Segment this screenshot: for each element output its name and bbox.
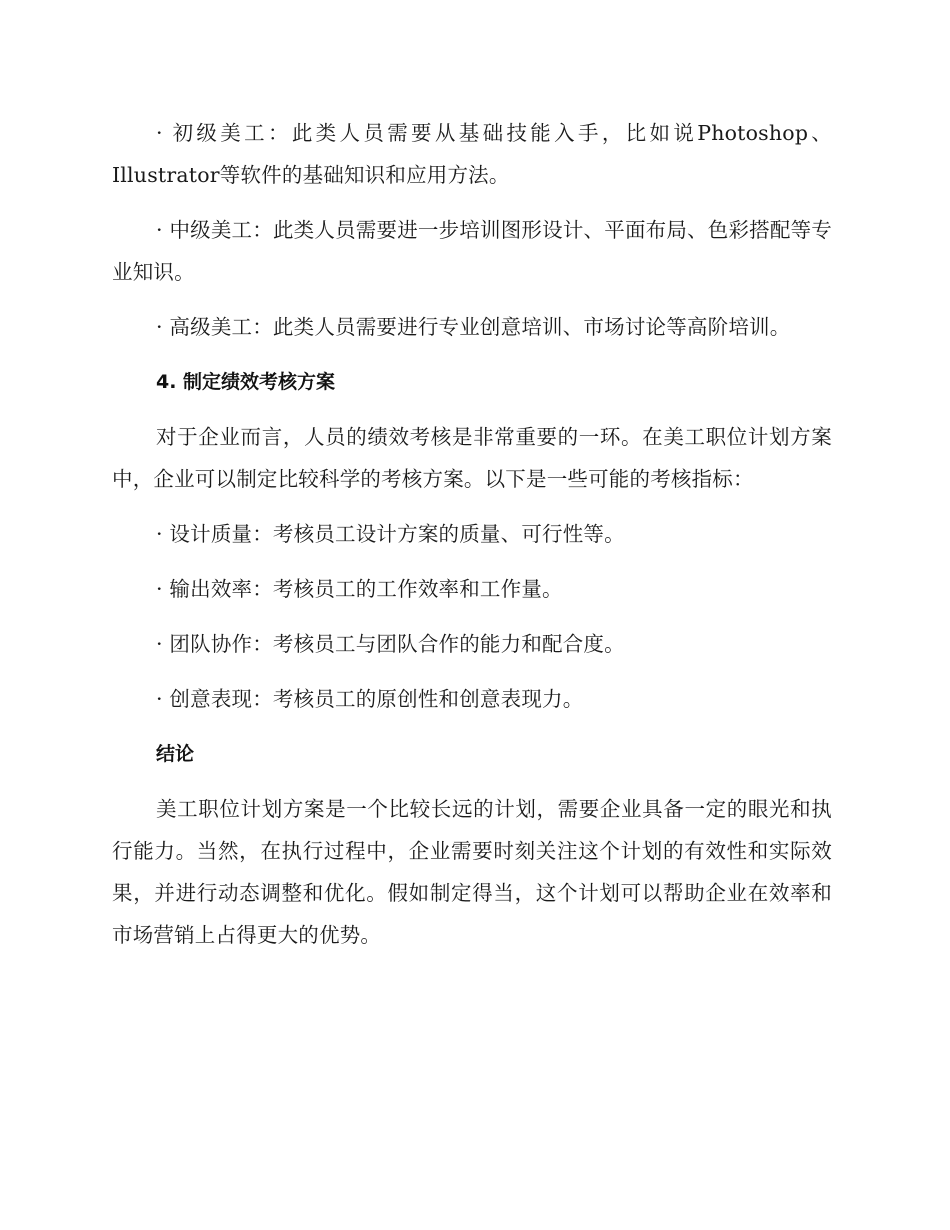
document-body	[112, 112, 832, 956]
bullet-output-efficiency: · 输出效率：考核员工的工作效率和工作量。	[156, 577, 563, 601]
bullet-teamwork: · 团队协作：考核员工与团队合作的能力和配合度。	[156, 632, 625, 656]
bullet-creativity: · 创意表现：考核员工的原创性和创意表现力。	[156, 687, 584, 711]
bullet-intermediate-artist: · 中级美工：此类人员需要进一步培训图形设计、平面布局、色彩搭配等专业知识。	[112, 218, 832, 284]
bullet-design-quality: · 设计质量：考核员工设计方案的质量、可行性等。	[156, 522, 625, 546]
bullet-junior-artist: · 初级美工：此类人员需要从基础技能入手，比如说Photoshop、Illustrator等软件的基础知识和应用方法。	[112, 121, 832, 187]
section-heading-performance: 4. 制定绩效考核方案	[156, 371, 336, 393]
bullet-senior-artist: · 高级美工：此类人员需要进行专业创意培训、市场讨论等高阶培训。	[156, 315, 791, 339]
section-intro-paragraph: 对于企业而言，人员的绩效考核是非常重要的一环。在美工职位计划方案中，企业可以制定比较科学的考核方案。以下是一些可能的考核指标：	[112, 425, 832, 491]
conclusion-heading: 结论	[156, 743, 195, 765]
conclusion-paragraph: 美工职位计划方案是一个比较长远的计划，需要企业具备一定的眼光和执行能力。当然，在执行过程中，企业需要时刻关注这个计划的有效性和实际效果，并进行动态调整和优化。假如制定得当，这个计划可以帮助企业在效率和市场营销上占得更大的优势。	[112, 797, 832, 947]
